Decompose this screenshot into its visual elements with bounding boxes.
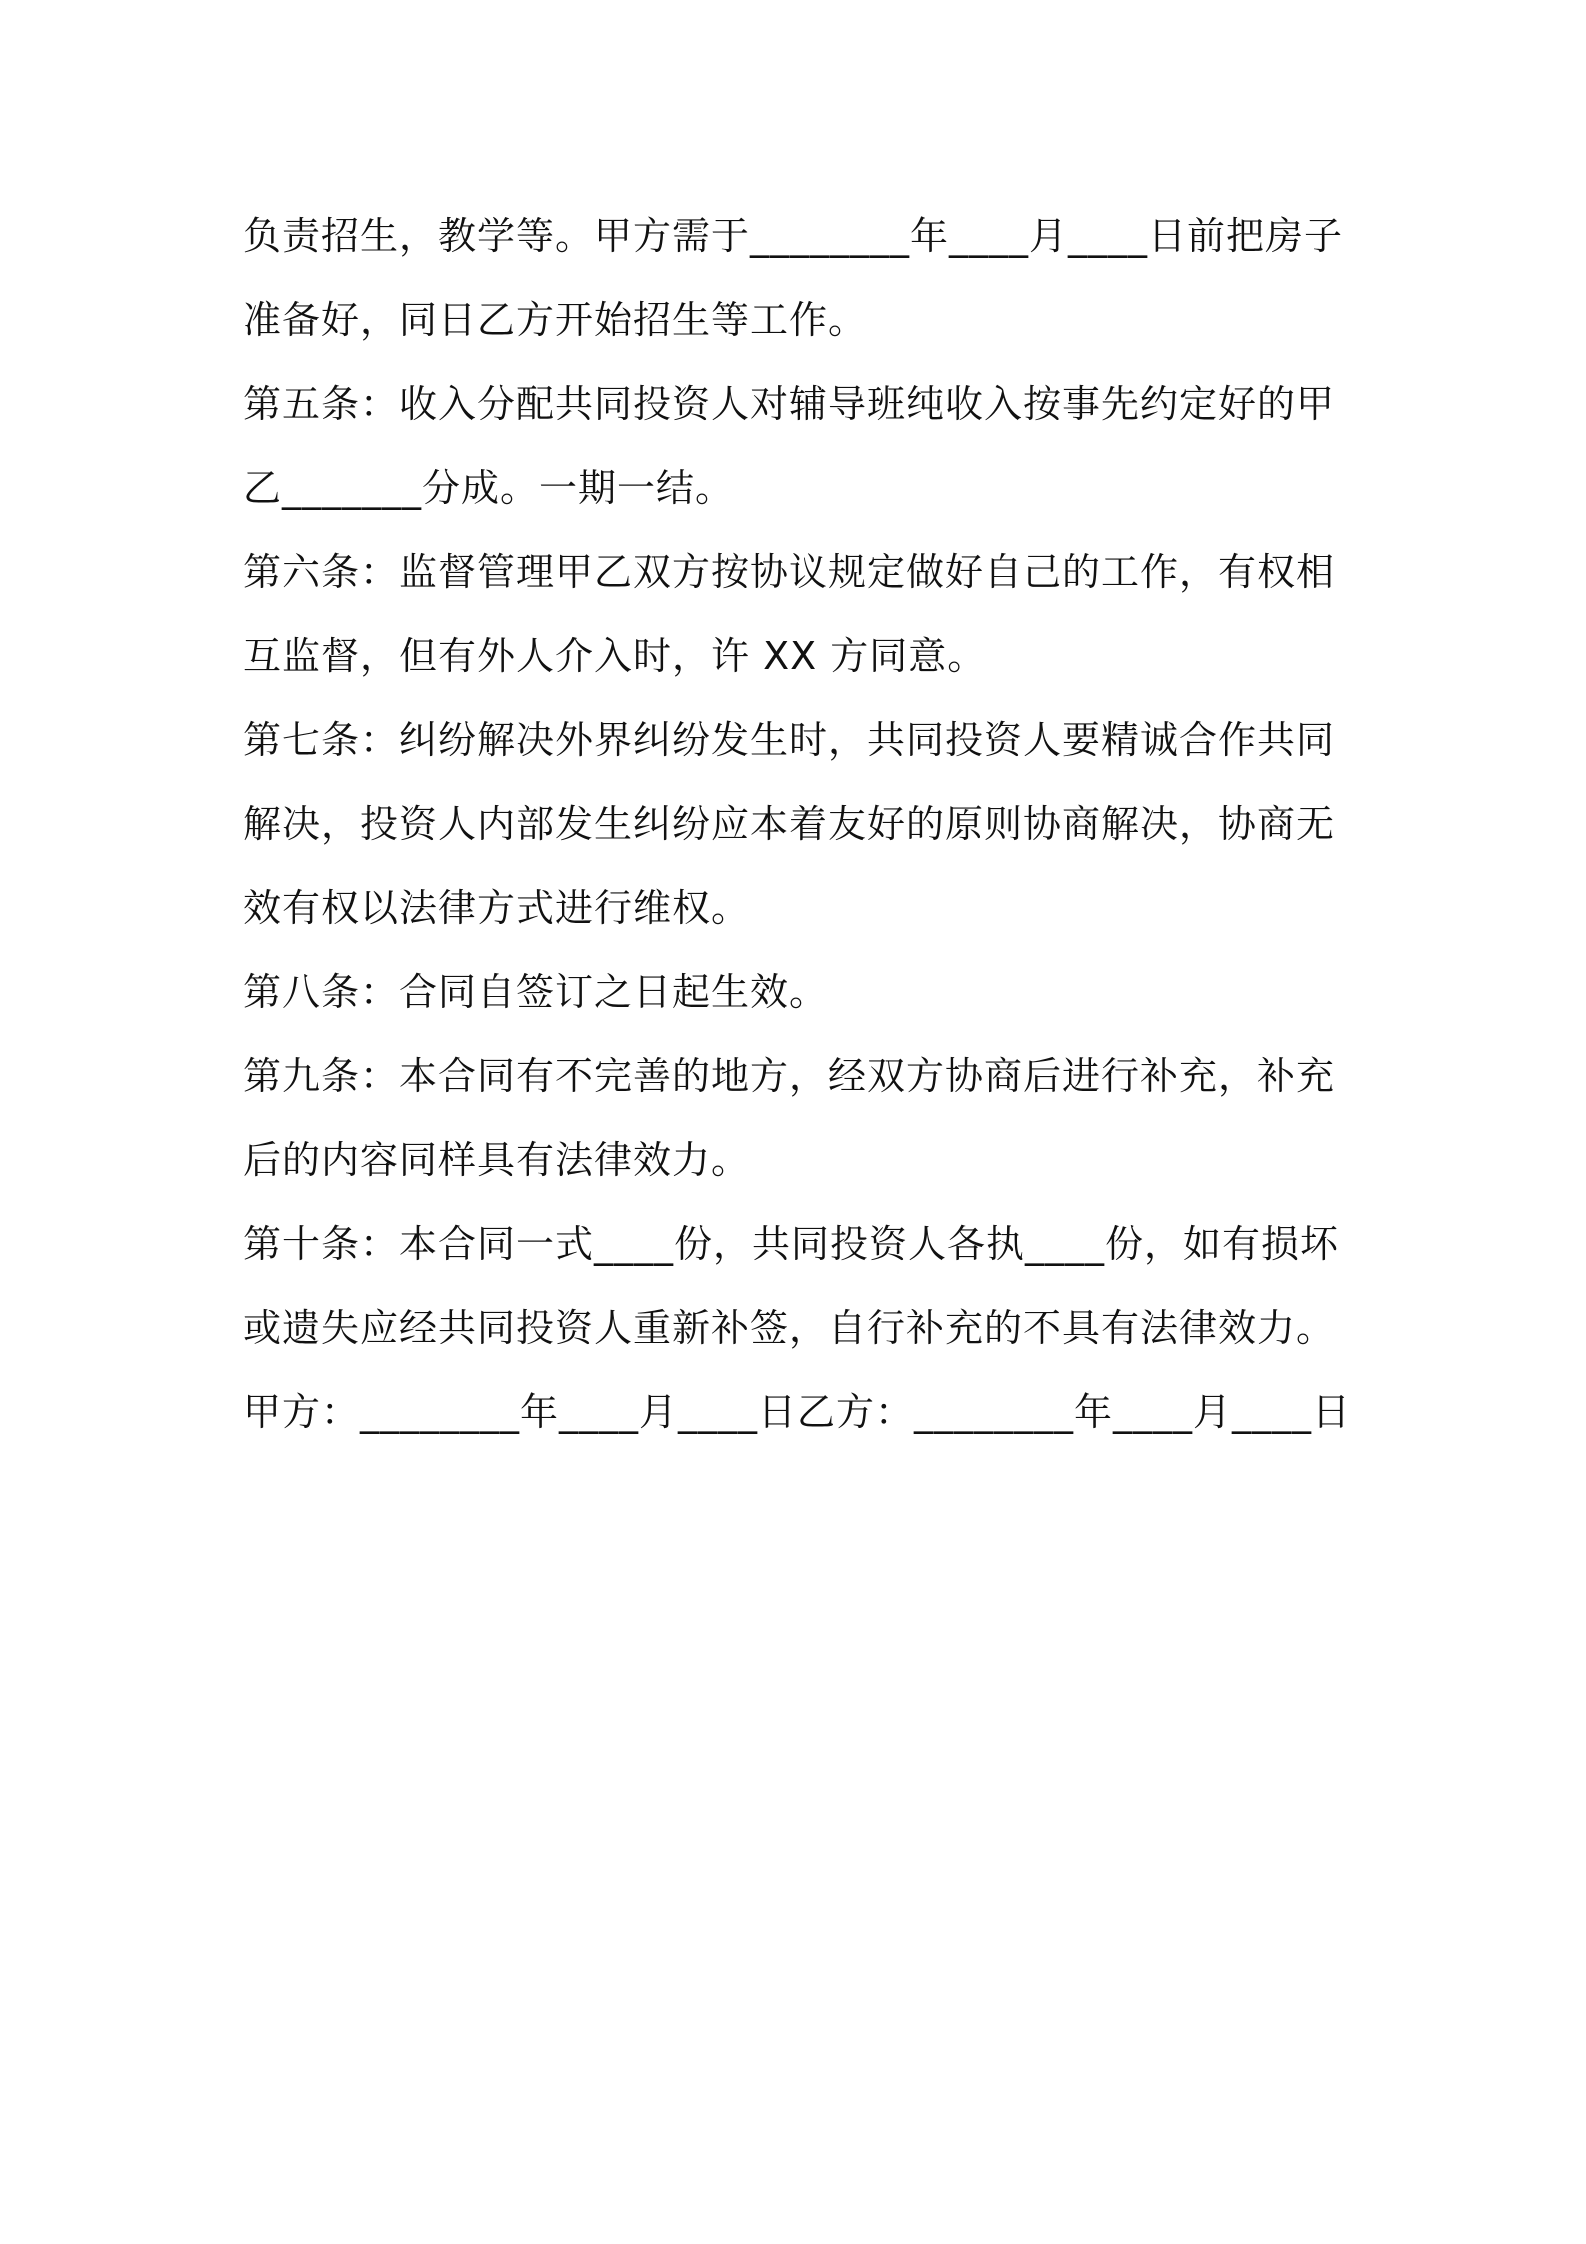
paragraph-article-6: 第六条：监督管理甲乙双方按协议规定做好自己的工作，有权相互监督，但有外人介入时，许 XX 方同意。 [243,550,1336,678]
paragraph-article-7: 第七条：纠纷解决外界纠纷发生时，共同投资人要精诚合作共同解决，投资人内部发生纠纷应本着友好的原则协商解决，协商无效有权以法律方式进行维权。 [243,718,1336,930]
paragraph-article-10: 第十条：本合同一式____份，共同投资人各执____份，如有损坏或遗失应经共同投资人重新补签，自行补充的不具有法律效力。 [243,1222,1340,1350]
paragraph-article-8: 第八条：合同自签订之日起生效。 [243,970,829,1014]
signature-line: 甲方：________年____月____日乙方：________年____月____日 [243,1390,1352,1434]
document-body [243,194,1373,1454]
paragraph-article-5: 第五条：收入分配共同投资人对辅导班纯收入按事先约定好的甲乙_______分成。一期一结。 [243,382,1336,510]
paragraph-article-9: 第九条：本合同有不完善的地方，经双方协商后进行补充，补充后的内容同样具有法律效力。 [243,1054,1336,1182]
paragraph-enrollment: 负责招生，教学等。甲方需于________年____月____日前把房子准备好，同日乙方开始招生等工作。 [243,214,1344,342]
